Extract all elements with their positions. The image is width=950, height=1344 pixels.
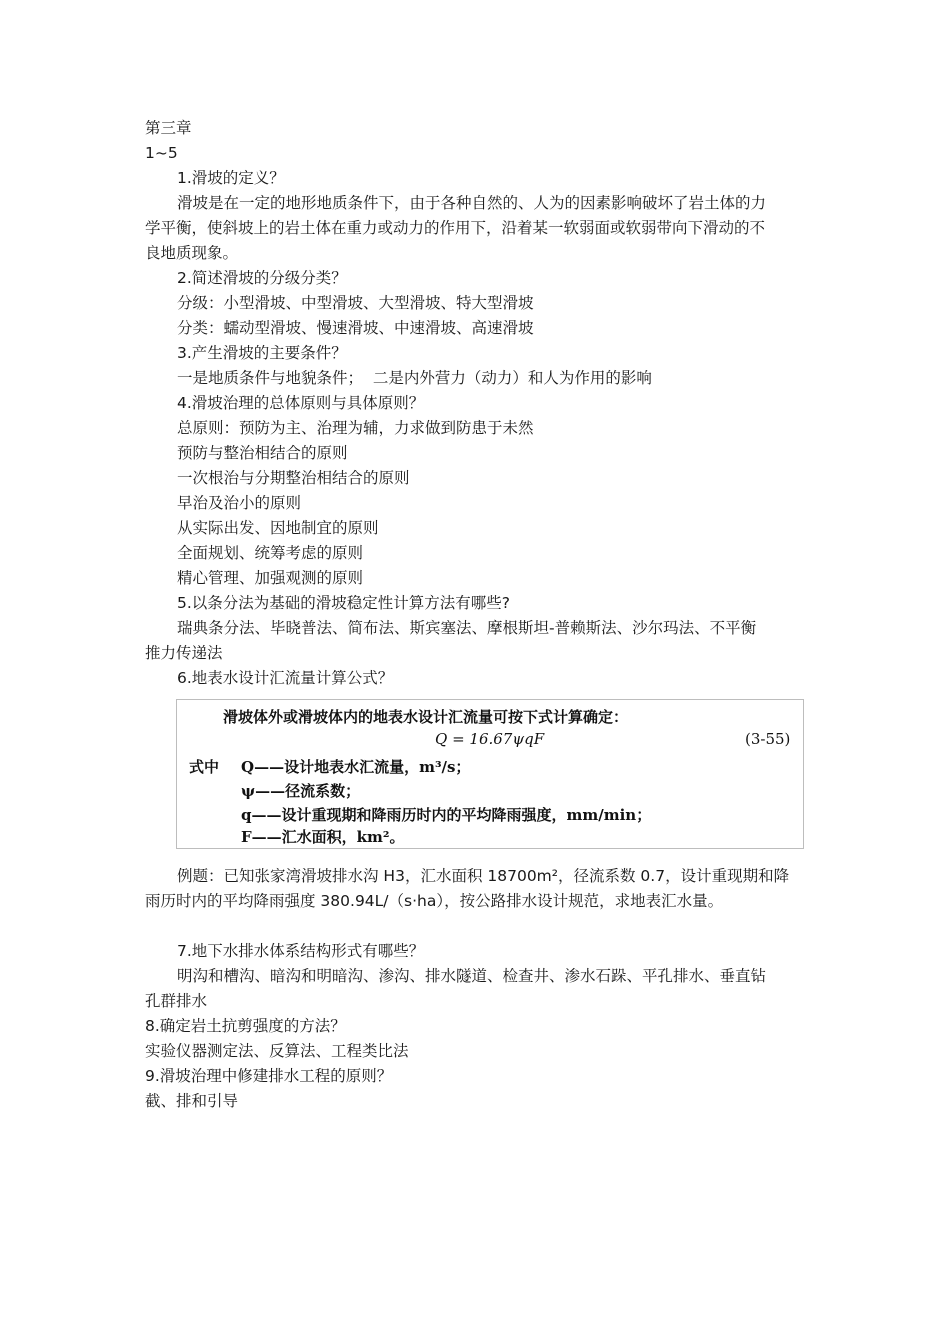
question-2-grade: 分级：小型滑坡、中型滑坡、大型滑坡、特大型滑坡	[177, 294, 534, 312]
question-3-answer: 一是地质条件与地貌条件； 二是内外营力（动力）和人为作用的影响	[177, 369, 652, 387]
question-2-title: 2.简述滑坡的分级分类？	[177, 269, 347, 287]
question-4-item: 一次根治与分期整治相结合的原则	[177, 469, 410, 487]
question-1-answer-line: 学平衡，使斜坡上的岩土体在重力或动力的作用下，沿着某一软弱面或软弱带向下滑动的不	[145, 219, 766, 237]
question-1-title: 1.滑坡的定义？	[177, 169, 285, 187]
chapter-heading: 第三章	[145, 119, 192, 137]
question-5-answer-line: 瑞典条分法、毕晓普法、简布法、斯宾塞法、摩根斯坦-普赖斯法、沙尔玛法、不平衡	[177, 619, 757, 637]
figure-definition: F——汇水面积，km²。	[241, 828, 405, 846]
question-9-title: 9.滑坡治理中修建排水工程的原则？	[145, 1067, 393, 1085]
question-5-title: 5.以条分法为基础的滑坡稳定性计算方法有哪些?	[177, 594, 511, 612]
question-1-answer-line: 良地质现象。	[145, 244, 239, 262]
example-line: 例题：已知张家湾滑坡排水沟 H3，汇水面积 18700m²，径流系数 0.7，设计重现期和降	[177, 867, 790, 885]
question-4-item: 总原则：预防为主、治理为辅，力求做到防患于未然	[177, 419, 534, 437]
formula-figure	[176, 699, 804, 849]
question-5-answer-line: 推力传递法	[145, 644, 223, 662]
question-8-answer: 实验仪器测定法、反算法、工程类比法	[145, 1042, 409, 1060]
figure-equation-number: (3-55)	[745, 730, 791, 748]
question-3-title: 3.产生滑坡的主要条件？	[177, 344, 347, 362]
question-9-answer: 截、排和引导	[145, 1092, 239, 1110]
figure-formula: Q = 16.67ψqF	[435, 730, 545, 748]
figure-heading: 滑坡体外或滑坡体内的地表水设计汇流量可按下式计算确定：	[223, 708, 629, 726]
figure-definition: ψ——径流系数；	[241, 782, 361, 800]
question-8-title: 8.确定岩土抗剪强度的方法？	[145, 1017, 346, 1035]
example-line: 雨历时内的平均降雨强度 380.94L/（s·ha），按公路排水设计规范，求地表汇水量。	[145, 892, 724, 910]
question-4-item: 精心管理、加强观测的原则	[177, 569, 364, 587]
question-4-item: 预防与整治相结合的原则	[177, 444, 348, 462]
question-6-title: 6.地表水设计汇流量计算公式？	[177, 669, 394, 687]
figure-definition: Q——设计地表水汇流量，m³/s；	[241, 758, 471, 776]
question-range: 1~5	[145, 144, 178, 162]
question-4-item: 全面规划、统筹考虑的原则	[177, 544, 364, 562]
question-4-item: 早治及治小的原则	[177, 494, 302, 512]
question-2-type: 分类：蠕动型滑坡、慢速滑坡、中速滑坡、高速滑坡	[177, 319, 534, 337]
question-4-title: 4.滑坡治理的总体原则与具体原则？	[177, 394, 425, 412]
question-7-answer-line: 孔群排水	[145, 992, 208, 1010]
question-7-title: 7.地下水排水体系结构形式有哪些？	[177, 942, 425, 960]
figure-where-label: 式中	[189, 758, 220, 776]
question-7-answer-line: 明沟和槽沟、暗沟和明暗沟、渗沟、排水隧道、检查井、渗水石跺、平孔排水、垂直钻	[177, 967, 767, 985]
question-1-answer-line: 滑坡是在一定的地形地质条件下，由于各种自然的、人为的因素影响破坏了岩土体的力	[177, 194, 767, 212]
figure-definition: q——设计重现期和降雨历时内的平均降雨强度，mm/min；	[241, 806, 652, 824]
question-4-item: 从实际出发、因地制宜的原则	[177, 519, 379, 537]
